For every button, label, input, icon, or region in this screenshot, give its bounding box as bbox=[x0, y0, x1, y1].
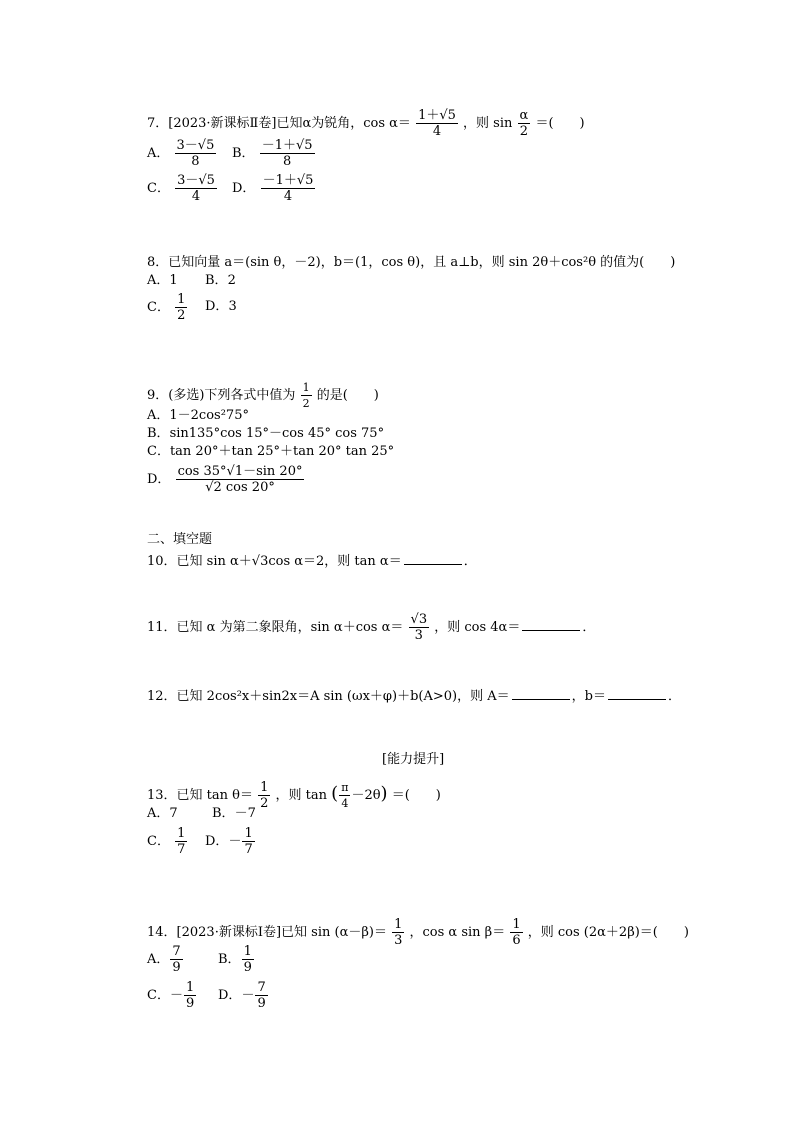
q13-option-c: C． $\frac{1}{7}$ bbox=[147, 826, 186, 857]
q7-frac-num: 1＋√5 bbox=[418, 108, 456, 123]
q8-option-a: A．1 bbox=[147, 273, 178, 288]
q7-stem-prefix: 7．[2023·新课标Ⅱ卷]已知α为锐角，cos α＝ bbox=[147, 116, 411, 131]
q9-option-a: A．1－2cos²75° bbox=[147, 408, 249, 423]
q9-option-c: C．tan 20°＋tan 25°＋tan 20° tan 25° bbox=[147, 444, 395, 459]
q10-answer-blank[interactable] bbox=[404, 552, 462, 565]
q11-answer-blank[interactable] bbox=[522, 618, 580, 631]
q12-answer-blank-a[interactable] bbox=[512, 687, 570, 700]
q7-cos-fraction bbox=[416, 108, 458, 139]
q7-option-b: B． $\frac{-1+√5}{8}$ bbox=[232, 138, 313, 169]
q7-half-fraction bbox=[518, 108, 531, 139]
q11-stem: 11．已知 α 为第二象限角，sin α＋cos α＝ $\frac{√3}{3}$ ，则 cos 4α＝ ． bbox=[147, 612, 596, 643]
q7-stem-close: ) bbox=[579, 116, 585, 131]
q9-option-b: B．sin135°cos 15°－cos 45° cos 75° bbox=[147, 426, 385, 441]
q8-option-b: B．2 bbox=[205, 273, 236, 288]
q14-option-c: C．－ $\frac{1}{9}$ bbox=[147, 980, 195, 1011]
q8-stem: 8．已知向量 a＝(sin θ，－2)，b＝(1，cos θ)，且 a⊥b，则 sin 2θ＋cos²θ 的值为( ) bbox=[147, 255, 676, 270]
q13-stem: 13．已知 tan θ＝ $\frac{1}{2}$ ，则 tan ( $\frac{\pi}{4}$ －2θ) ＝( ) bbox=[147, 780, 441, 811]
q14-option-a: A． $\frac{7}{9}$ bbox=[147, 944, 181, 975]
q9-stem: 9．(多选)下列各式中值为 $\frac{1}{2}$ 的是( ) bbox=[147, 381, 379, 410]
q12-answer-blank-b[interactable] bbox=[608, 687, 666, 700]
q7-stem-mid: ，则 sin bbox=[463, 116, 517, 131]
section-fill-blank-title: 二、填空题 bbox=[147, 532, 213, 547]
q13-option-d: D．－ $\frac{1}{7}$ bbox=[205, 826, 253, 857]
q7-option-a: A． $\frac{3-√5}{8}$ bbox=[147, 138, 215, 169]
q7-half-den: 2 bbox=[519, 124, 529, 139]
section-ability-title: [能力提升] bbox=[382, 752, 445, 767]
q12-stem: 12．已知 2cos²x＋sin2x＝A sin (ωx＋φ)＋b(A>0)，则 A＝ ，b＝ ． bbox=[147, 689, 681, 704]
q7-frac-den: 4 bbox=[432, 124, 442, 139]
q14-stem: 14．[2023·新课标Ⅰ卷]已知 sin (α－β)＝ $\frac{1}{3}$ ，cos α sin β＝ $\frac{1}{6}$ ，则 cos (2α＋2β)＝( ) bbox=[147, 917, 689, 948]
q8-option-d: D．3 bbox=[205, 299, 237, 314]
q8-option-c: C． $\frac{1}{2}$ bbox=[147, 292, 186, 323]
q7-stem bbox=[147, 108, 585, 139]
q7-option-d: D． $\frac{-1+√5}{4}$ bbox=[232, 173, 314, 204]
q9-option-d: D． $\frac{\cos 35^\circ√1-\sin 20^\circ}{√2 \cos 20^\circ}$ bbox=[147, 464, 303, 495]
q13-option-a: A．7 bbox=[147, 806, 178, 821]
q7-option-c: C． $\frac{3-√5}{4}$ bbox=[147, 173, 215, 204]
q7-half-num: α bbox=[519, 108, 529, 123]
q14-option-b: B． $\frac{1}{9}$ bbox=[218, 944, 252, 975]
q14-option-d: D．－ $\frac{7}{9}$ bbox=[218, 980, 266, 1011]
q13-option-b: B．－7 bbox=[212, 806, 256, 821]
q10-stem: 10．已知 sin α＋√3cos α＝2，则 tan α＝ ． bbox=[147, 554, 477, 569]
q8-stem-text: 8．已知向量 a＝(sin θ，－2)，b＝(1，cos θ)，且 a⊥b，则 sin 2θ＋cos²θ 的值为( bbox=[147, 255, 645, 270]
q7-stem-suffix: ＝( bbox=[535, 116, 554, 131]
